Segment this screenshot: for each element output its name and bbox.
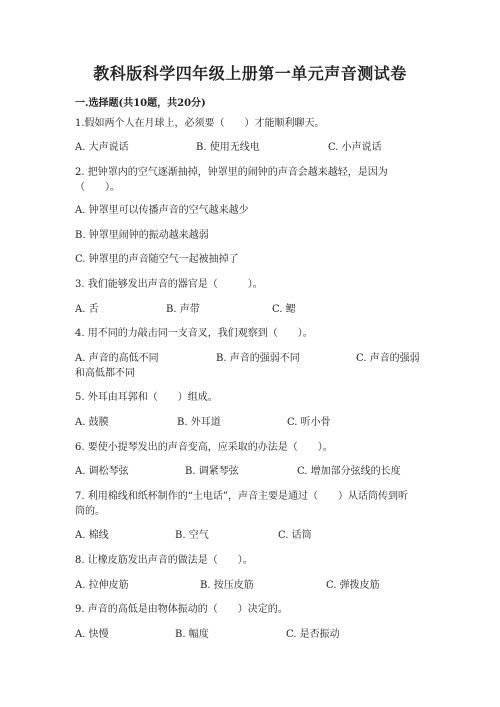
section-heading: 一.选择题(共10题，共20分) <box>75 98 206 109</box>
question-7-option-b: B. 空气 <box>175 530 209 541</box>
question-2-stem-line-1: 2. 把钟罩内的空气逐渐抽掉，钟罩里的闹钟的声音会越来越轻，是因为 <box>75 167 388 178</box>
question-1-stem: 1.假如两个人在月球上，必须要（ ）才能顺利聊天。 <box>75 118 325 129</box>
question-2-option-c: C. 钟罩里的声音随空气一起被抽掉了 <box>75 254 239 265</box>
question-4-option-a: A. 声音的高低不同 <box>75 353 159 364</box>
question-9-option-c: C. 是否振动 <box>286 629 340 640</box>
question-2-option-a: A. 钟罩里可以传播声音的空气越来越少 <box>75 205 249 216</box>
question-8-option-a: A. 拉伸皮筋 <box>75 580 129 591</box>
question-1-option-b: B. 使用无线电 <box>196 142 260 153</box>
question-4-option-c: C. 声音的强弱 <box>356 353 420 364</box>
question-6-option-a: A. 调松琴弦 <box>75 466 129 477</box>
question-5-option-a: A. 鼓膜 <box>75 417 109 428</box>
question-1-option-a: A. 大声说话 <box>75 142 129 153</box>
question-7-option-c: C. 话筒 <box>278 530 312 541</box>
question-5-option-c: C. 听小骨 <box>287 417 331 428</box>
question-2-stem-line-2: （ ）。 <box>75 182 120 193</box>
question-3-option-c: C. 鳃 <box>272 304 296 315</box>
question-7-stem-line-1: 7. 利用棉线和纸杯制作的“土电话”，声音主要是通过（ ）从话筒传到听 <box>75 491 408 502</box>
question-8-option-c: C. 弹拨皮筋 <box>326 580 380 591</box>
question-8-option-b: B. 按压皮筋 <box>200 580 254 591</box>
question-9-option-a: A. 快慢 <box>75 629 109 640</box>
question-3-option-b: B. 声带 <box>166 304 200 315</box>
question-1-option-c: C. 小声说话 <box>328 142 382 153</box>
question-5-stem: 5. 外耳由耳郭和（ ）组成。 <box>75 392 218 403</box>
question-4-option-b: B. 声音的强弱不同 <box>216 353 300 364</box>
question-6-stem: 6. 要使小提琴发出的声音变高，应采取的办法是（ ）。 <box>75 442 333 453</box>
question-7-stem-line-2: 筒的。 <box>75 506 105 517</box>
question-8-stem: 8. 让橡皮筋发出声音的做法是（ ）。 <box>75 555 253 566</box>
question-4-stem: 4. 用不同的力敲击同一支音叉，我们观察到（ ）。 <box>75 328 313 339</box>
question-6-option-b: B. 调紧琴弦 <box>185 466 239 477</box>
page-title: 教科版科学四年级上册第一单元声音测试卷 <box>93 64 407 83</box>
question-7-option-a: A. 棉线 <box>75 530 109 541</box>
question-9-option-b: B. 幅度 <box>175 629 209 640</box>
question-3-option-a: A. 舌 <box>75 304 99 315</box>
question-2-option-b: B. 钟罩里闹钟的振动越来越弱 <box>75 230 209 241</box>
question-5-option-b: B. 外耳道 <box>177 417 221 428</box>
question-3-stem: 3. 我们能够发出声音的器官是（ ）。 <box>75 279 263 290</box>
question-4-option-c-continued: 和高低都不同 <box>75 368 135 379</box>
question-9-stem: 9. 声音的高低是由物体振动的（ ）决定的。 <box>75 604 288 615</box>
question-6-option-c: C. 增加部分弦线的长度 <box>297 466 401 477</box>
